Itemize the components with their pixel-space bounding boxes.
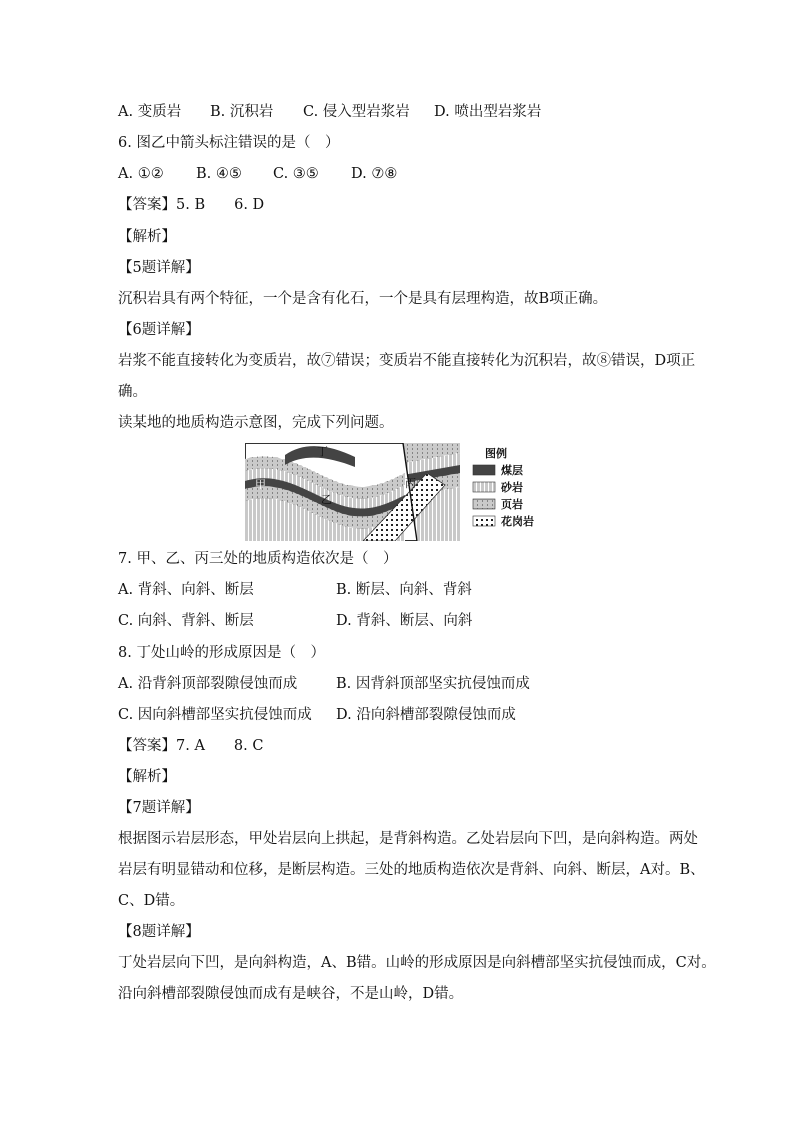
q8-option-c: C. 因向斜槽部坚实抗侵蚀而成 (118, 707, 312, 723)
q5-detail-text: 沉积岩具有两个特征，一个是含有化石，一个是具有层理构造，故B项正确。 (118, 291, 608, 307)
q7-option-a: A. 背斜、向斜、断层 (118, 582, 254, 598)
q6-option-a: A. ①② (118, 166, 164, 182)
answer-block-1: 【答案】5. B 6. D (118, 197, 265, 213)
legend-granite-label: 花岗岩 (501, 515, 534, 528)
q6-stem: 6. 图乙中箭头标注错误的是（ ） (118, 135, 340, 151)
q5-option-d: D. 喷出型岩浆岩 (434, 104, 542, 120)
answer-block-2: 【答案】7. A 8. C (118, 738, 264, 754)
q5-detail-title: 【5题详解】 (118, 260, 200, 276)
label-ding: 丁 (317, 445, 328, 458)
q8-detail-title: 【8题详解】 (118, 924, 200, 940)
figure-intro: 读某地的地质构造示意图，完成下列问题。 (118, 415, 394, 431)
legend-shale-label: 页岩 (501, 498, 523, 511)
analysis-title-2: 【解析】 (118, 769, 176, 785)
q7-detail-title: 【7题详解】 (118, 800, 200, 816)
geology-diagram (245, 443, 555, 541)
q6-detail-text-2: 确。 (118, 384, 147, 400)
legend-sandstone-label: 砂岩 (501, 481, 523, 494)
label-yi: 乙 (321, 493, 332, 506)
q8-detail-text-2: 沿向斜槽部裂隙侵蚀而成有是峡谷，不是山岭，D错。 (118, 986, 464, 1002)
legend-title: 图例 (485, 447, 507, 460)
legend-sandstone-swatch (473, 482, 495, 492)
q7-stem: 7. 甲、乙、丙三处的地质构造依次是（ ） (118, 551, 398, 567)
legend-coal-swatch (473, 465, 495, 475)
q5-option-a: A. 变质岩 (118, 104, 182, 120)
q6-detail-title: 【6题详解】 (118, 322, 200, 338)
q7-option-b: B. 断层、向斜、背斜 (336, 582, 472, 598)
q6-option-b: B. ④⑤ (196, 166, 242, 182)
q6-option-c: C. ③⑤ (273, 166, 319, 182)
q7-option-d: D. 背斜、断层、向斜 (336, 613, 473, 629)
q5-option-c: C. 侵入型岩浆岩 (303, 104, 410, 120)
legend (473, 446, 534, 528)
label-bing: 丙 (405, 477, 416, 490)
q6-option-d: D. ⑦⑧ (351, 166, 398, 182)
q7-detail-text-3: C、D错。 (118, 893, 185, 909)
q8-option-b: B. 因背斜顶部坚实抗侵蚀而成 (336, 676, 530, 692)
legend-granite-swatch (473, 516, 495, 526)
q5-option-b: B. 沉积岩 (210, 104, 274, 120)
q8-option-a: A. 沿背斜顶部裂隙侵蚀而成 (118, 676, 298, 692)
q6-detail-text-1: 岩浆不能直接转化为变质岩，故⑦错误；变质岩不能直接转化为沉积岩，故⑧错误，D项正 (118, 353, 696, 369)
label-jia: 甲 (255, 478, 266, 491)
legend-coal-label: 煤层 (501, 464, 523, 477)
q7-detail-text-2: 岩层有明显错动和位移，是断层构造。三处的地质构造依次是背斜、向斜、断层，A对。B、 (118, 862, 705, 878)
q8-detail-text-1: 丁处岩层向下凹，是向斜构造，A、B错。山岭的形成原因是向斜槽部坚实抗侵蚀而成，C对。 (118, 955, 716, 971)
analysis-title-1: 【解析】 (118, 229, 176, 245)
legend-shale-swatch (473, 499, 495, 509)
q7-detail-text-1: 根据图示岩层形态，甲处岩层向上拱起，是背斜构造。乙处岩层向下凹，是向斜构造。两处 (118, 831, 698, 847)
q7-option-c: C. 向斜、背斜、断层 (118, 613, 254, 629)
q8-stem: 8. 丁处山岭的形成原因是（ ） (118, 645, 325, 661)
q8-option-d: D. 沿向斜槽部裂隙侵蚀而成 (336, 707, 516, 723)
